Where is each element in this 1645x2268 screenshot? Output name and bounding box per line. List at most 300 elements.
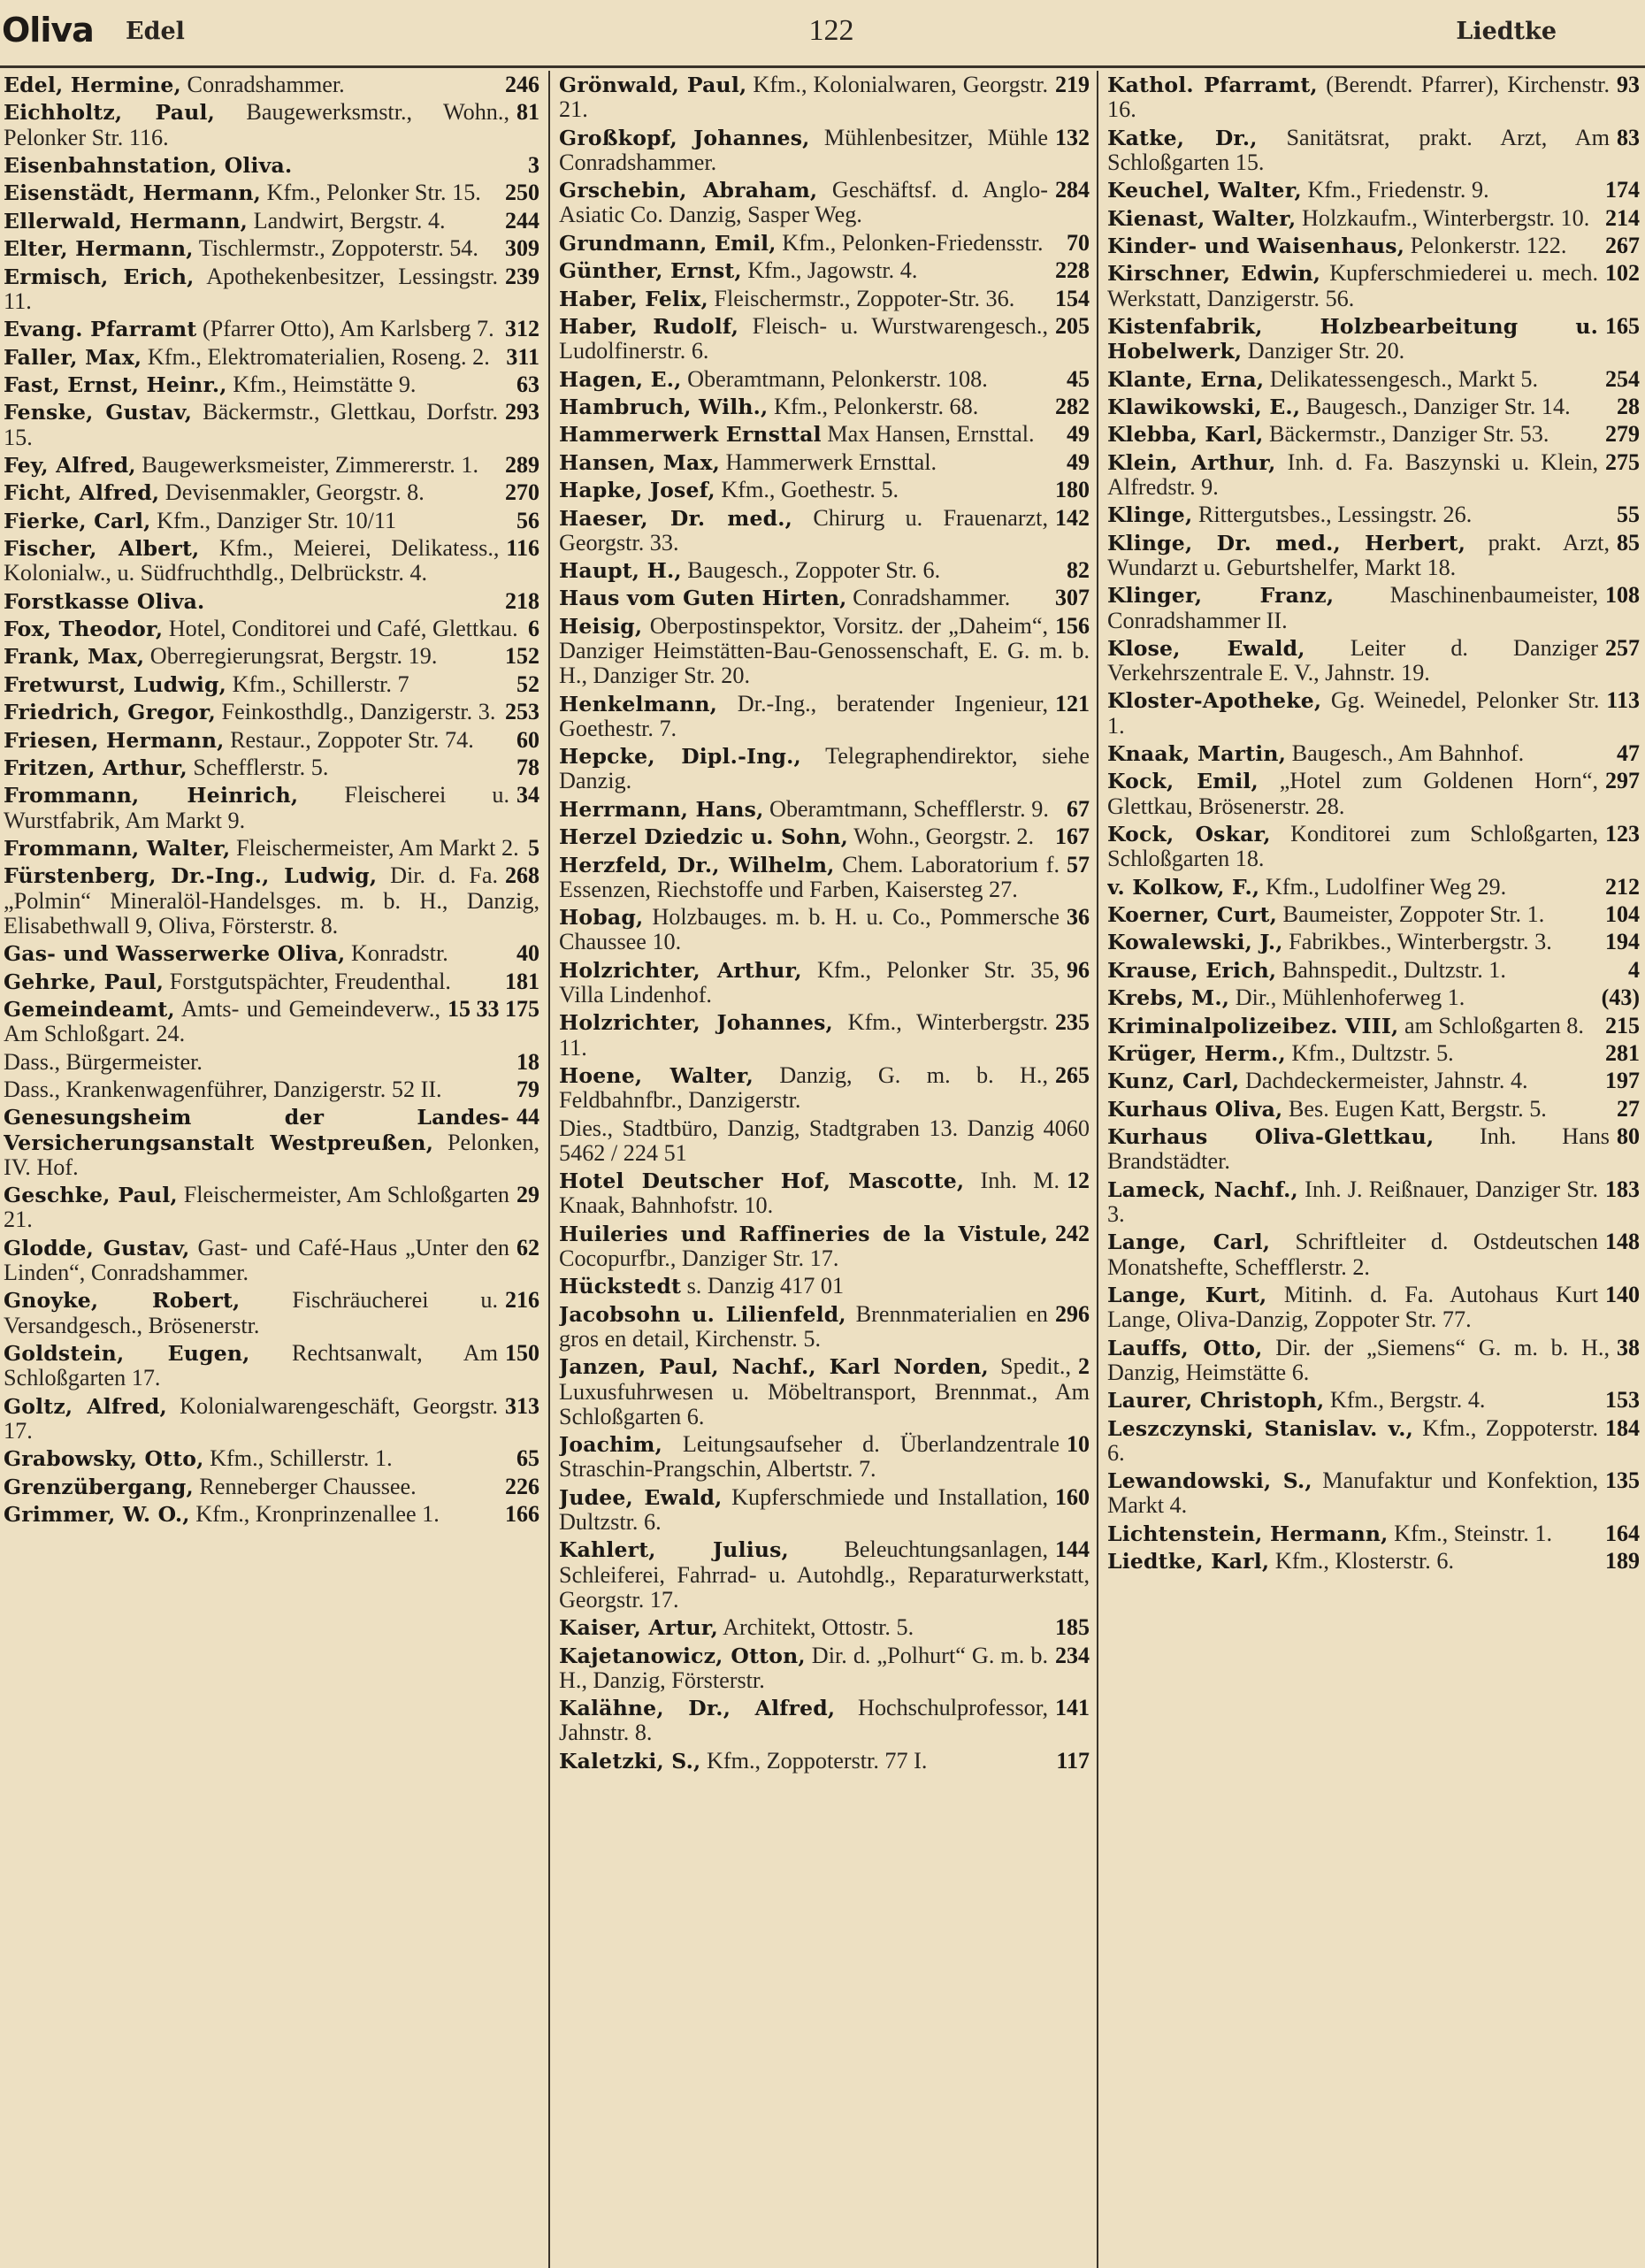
entry-name: Grundmann, Emil,	[559, 230, 777, 256]
column-2	[559, 73, 1090, 2268]
entry-name: Genesungsheim der Landes-Versicherungsanstalt Westpreußen,	[4, 1105, 509, 1155]
directory-entry	[559, 958, 1090, 1008]
directory-entry	[4, 783, 539, 832]
entry-name: Hepcke, Dipl.-Ing.,	[559, 744, 801, 770]
entry-details: Architekt, Ottostr. 5.	[723, 1614, 914, 1641]
directory-entry	[559, 178, 1090, 227]
directory-entry	[559, 1749, 1090, 1774]
directory-entry	[559, 558, 1090, 583]
entry-phone: 36	[1067, 904, 1090, 931]
entry-phone: 244	[505, 207, 539, 234]
entry-details: Baugewerksmstr., Wohn., Pelonker Str. 116.	[4, 99, 509, 150]
entry-details: Dr.-Ing., beratender Ingenieur, Goethestr. 7.	[559, 690, 1048, 741]
entry-phone: 104	[1605, 901, 1640, 928]
entry-phone: 214	[1605, 204, 1640, 231]
directory-entry	[559, 1432, 1090, 1482]
directory-entry	[1107, 1416, 1640, 1466]
entry-details: Kfm., Elektromaterialien, Roseng. 2.	[147, 343, 490, 370]
directory-entry	[4, 836, 539, 861]
entry-name: Evang. Pfarramt	[4, 317, 197, 342]
entry-details: Gg. Weinedel, Pelonker Str. 1.	[1107, 687, 1600, 739]
directory-entry	[559, 853, 1090, 902]
directory-entry	[4, 1475, 539, 1499]
entry-name: Holzrichter, Johannes,	[559, 1010, 833, 1036]
directory-entry	[4, 100, 539, 149]
entry-phone: 154	[1055, 285, 1090, 311]
directory-entry	[1107, 930, 1640, 954]
directory-entry	[1107, 822, 1640, 871]
directory-entry	[559, 506, 1090, 556]
entry-details: Dass., Krankenwagenführer, Danzigerstr. 52 II.	[4, 1076, 442, 1102]
entry-name: Hansen, Max,	[559, 449, 720, 475]
page-header	[0, 0, 1645, 69]
entry-name: Fierke, Carl,	[4, 508, 151, 533]
entry-details: Kupferschmiede und Installation, Dultzstr. 6.	[559, 1483, 1048, 1535]
entry-name: Großkopf, Johannes,	[559, 125, 810, 150]
entry-name: Eisenstädt, Hermann,	[4, 180, 262, 206]
directory-entry	[559, 1222, 1090, 1271]
entry-name: Hapke, Josef,	[559, 478, 715, 503]
entry-phone: 15 33 175	[448, 995, 539, 1022]
entry-phone: 132	[1055, 124, 1090, 150]
entry-name: Ellerwald, Hermann,	[4, 208, 249, 234]
entry-phone: 282	[1055, 393, 1090, 419]
entry-details: Brennmaterialien en gros en detail, Kirchenstr. 5.	[559, 1300, 1048, 1352]
entry-name: Keuchel, Walter,	[1107, 178, 1302, 203]
entry-details: Chirurg u. Frauenarzt, Georgstr. 33.	[559, 504, 1048, 556]
entry-details: Dir., Mühlenhoferweg 1.	[1235, 985, 1465, 1011]
entry-name: Gas- und Wasserwerke Oliva,	[4, 941, 346, 967]
entry-details: Konradstr.	[350, 940, 448, 967]
column-divider	[1097, 71, 1098, 2268]
entry-phone: 152	[505, 643, 539, 670]
entry-phone: 289	[505, 451, 539, 478]
directory-entry	[1107, 395, 1640, 419]
entry-details: Fischräucherei u. Versandgesch., Brösenerstr.	[4, 1287, 498, 1338]
entry-details: s. Danzig 417 01	[686, 1273, 845, 1299]
directory-entry	[1107, 502, 1640, 527]
directory-entry	[1107, 1097, 1640, 1122]
entry-name: Hoene, Walter,	[559, 1063, 754, 1089]
directory-entry	[559, 258, 1090, 283]
directory-entry	[1107, 1336, 1640, 1385]
entry-name: Kunz, Carl,	[1107, 1069, 1240, 1094]
entry-details: Kfm., Winterbergstr. 11.	[559, 1009, 1049, 1061]
entry-phone: 135	[1605, 1467, 1640, 1494]
entry-details: Pelonkerstr. 122.	[1410, 232, 1567, 258]
entry-details: Danziger Str. 20.	[1247, 338, 1405, 364]
entry-name: Kock, Oskar,	[1107, 822, 1271, 847]
entry-name: Herrmann, Hans,	[559, 796, 764, 822]
entry-phone: 239	[505, 263, 539, 289]
entry-phone: 254	[1605, 365, 1640, 392]
entry-phone: 165	[1605, 312, 1640, 339]
entry-details: Danzig, G. m. b. H., Feldbahnfbr., Danzigerstr.	[559, 1062, 1048, 1114]
entry-phone: 246	[505, 73, 539, 97]
directory-entry	[1107, 1388, 1640, 1413]
entry-details: Dachdeckermeister, Jahnstr. 4.	[1244, 1068, 1528, 1094]
entry-name: Henkelmann,	[559, 691, 718, 716]
entry-name: Goldstein, Eugen,	[4, 1340, 250, 1366]
entry-name: Herzel Dziedzic u. Sohn,	[559, 824, 848, 850]
entry-phone: 44	[516, 1104, 539, 1130]
entry-details: Inh. J. Reißnauer, Danziger Str. 3.	[1107, 1176, 1599, 1227]
entry-name: Huileries und Raffineries de la Vistule,	[559, 1221, 1048, 1246]
entry-phone: 28	[1617, 393, 1640, 419]
entry-phone: 189	[1605, 1548, 1640, 1575]
entry-phone: 268	[505, 862, 539, 889]
entry-details: Baugesch., Am Bahnhof.	[1291, 740, 1525, 767]
entry-details: Conradshammer.	[187, 73, 345, 97]
entry-phone: 181	[505, 968, 539, 994]
directory-entry	[559, 586, 1090, 610]
entry-phone: 38	[1617, 1334, 1640, 1360]
entry-details: Conradshammer.	[853, 585, 1011, 611]
entry-name: Kistenfabrik, Holzbearbeitung u. Hobelwerk,	[1107, 313, 1598, 364]
directory-entry	[4, 180, 539, 205]
entry-details: Inh. Hans Brandstädter.	[1107, 1123, 1610, 1175]
directory-entry	[4, 997, 539, 1046]
entry-name: Lichtenstein, Hermann,	[1107, 1521, 1389, 1546]
entry-details: Amts- und Gemeindeverw., Am Schloßgart. 24.	[4, 995, 440, 1047]
directory-entry	[4, 1341, 539, 1391]
entry-phone: 113	[1606, 687, 1640, 714]
entry-details: Kfm., Dultzstr. 5.	[1291, 1040, 1454, 1066]
entry-details: Manufaktur und Konfektion, Markt 4.	[1107, 1467, 1599, 1519]
entry-details: Schriftleiter d. Ostdeutschen Monatshefte, Schefflerstr. 2.	[1107, 1229, 1598, 1280]
entry-phone: 5	[528, 835, 539, 861]
entry-name: Jacobsohn u. Lilienfeld,	[559, 1301, 846, 1327]
entry-phone: 212	[1605, 873, 1640, 900]
entry-details: Baumeister, Zoppoter Str. 1.	[1282, 901, 1545, 928]
entry-details: Bäckermstr., Glettkau, Dorfstr. 15.	[4, 399, 499, 450]
directory-entry	[1107, 1124, 1640, 1174]
entry-name: Knaak, Martin,	[1107, 741, 1287, 767]
entry-details: Chem. Laboratorium f. Essenzen, Riechstoffe und Farben, Kaisersteg 27.	[559, 851, 1060, 902]
entry-phone: 166	[505, 1500, 539, 1527]
entry-details: Holzbauges. m. b. H. u. Co., Pommersche Chaussee 10.	[559, 904, 1060, 955]
directory-entry	[4, 236, 539, 261]
directory-entry	[1107, 1283, 1640, 1332]
entry-name: Hotel Deutscher Hof, Mascotte,	[559, 1168, 965, 1194]
entry-phone: 116	[506, 535, 539, 562]
directory-entry	[559, 450, 1090, 475]
entry-name: Hagen, E.,	[559, 366, 682, 392]
entry-details: Hochschulprofessor, Jahnstr. 8.	[559, 1695, 1048, 1746]
entry-name: Kurhaus Oliva-Glettkau,	[1107, 1124, 1435, 1150]
entry-name: Klinge, Dr. med., Herbert,	[1107, 530, 1466, 556]
entry-name: Lange, Carl,	[1107, 1230, 1271, 1255]
directory-entry	[559, 1274, 1090, 1299]
entry-phone: 312	[505, 316, 539, 342]
entry-details: Kfm., Zoppoterstr. 77 I.	[706, 1747, 928, 1774]
entry-phone: 180	[1055, 477, 1090, 503]
directory-entry	[559, 367, 1090, 392]
entry-name: Kirschner, Edwin,	[1107, 261, 1321, 287]
entry-name: Lange, Kurt,	[1107, 1282, 1267, 1307]
entry-details: Dies., Stadtbüro, Danzig, Stadtgraben 13. Danzig 4060 5462 / 224 51	[559, 1115, 1090, 1166]
entry-details: Baugesch., Danziger Str. 14.	[1305, 393, 1571, 419]
entry-phone: 45	[1067, 365, 1090, 392]
entry-details: Wohn., Georgstr. 2.	[853, 824, 1035, 850]
header-rule	[0, 65, 1645, 68]
directory-entry	[1107, 73, 1640, 122]
entry-details: Cocopurfbr., Danziger Str. 17.	[559, 1245, 839, 1271]
entry-phone: 226	[505, 1473, 539, 1499]
entry-details: Kfm., Klosterstr. 6.	[1274, 1548, 1454, 1575]
entry-details: Fleischermstr., Zoppoter-Str. 36.	[714, 285, 1015, 311]
entry-phone: 234	[1055, 1642, 1090, 1668]
entry-details: Oberregierungsrat, Bergstr. 19.	[149, 643, 438, 670]
entry-details: Restaur., Zoppoter Str. 74.	[230, 726, 474, 753]
entry-phone: 197	[1605, 1068, 1640, 1094]
column-1	[4, 73, 539, 2268]
directory-entry	[1107, 234, 1640, 258]
entry-details: Telegraphendirektor, siehe Danzig.	[559, 743, 1090, 794]
entry-details: Hotel, Conditorei und Café, Glettkau.	[168, 616, 518, 642]
directory-entry	[1107, 1014, 1640, 1038]
entry-phone: 29	[516, 1182, 539, 1208]
directory-entry	[559, 1116, 1090, 1166]
entry-name: Heisig,	[559, 613, 643, 639]
entry-phone: 148	[1605, 1229, 1640, 1255]
directory-entry	[4, 345, 539, 370]
entry-name: Lameck, Nachf.,	[1107, 1176, 1298, 1202]
entry-name: Geschke, Paul,	[4, 1183, 178, 1208]
entry-name: Hückstedt	[559, 1274, 682, 1299]
entry-name: Fox, Theodor,	[4, 617, 164, 642]
directory-entry	[4, 969, 539, 994]
entry-details: Fleischerei u. Wurstfabrik, Am Markt 9.	[4, 782, 510, 833]
entry-name: Klose, Ewald,	[1107, 635, 1305, 661]
entry-details: Oberamtmann, Schefflerstr. 9.	[769, 795, 1049, 822]
entry-phone: 194	[1605, 929, 1640, 955]
entry-details: „Hotel zum Goldenen Horn“, Glettkau, Brösenerstr. 28.	[1107, 768, 1598, 819]
directory-entry	[4, 617, 539, 641]
entry-name: Haber, Rudolf,	[559, 313, 739, 339]
directory-entry	[4, 1446, 539, 1471]
entry-details: Kfm., Friedenstr. 9.	[1307, 177, 1489, 203]
header-place: Oliva	[2, 11, 94, 50]
entry-phone: 83	[1617, 124, 1640, 150]
entry-details: Kfm., Pelonken-Friedensstr.	[782, 229, 1044, 256]
entry-name: Kriminalpolizeibez. VIII,	[1107, 1013, 1399, 1038]
entry-details: Kfm., Steinstr. 1.	[1394, 1520, 1553, 1546]
entry-phone: 307	[1055, 585, 1090, 611]
entry-details: Baugesch., Zoppoter Str. 6.	[687, 557, 941, 584]
entry-phone: 219	[1055, 73, 1090, 97]
entry-name: Goltz, Alfred,	[4, 1393, 167, 1419]
entry-details: Hammerwerk Ernsttal.	[725, 448, 937, 475]
entry-phone: 174	[1605, 177, 1640, 203]
directory-entry	[559, 73, 1090, 122]
entry-phone: 184	[1605, 1414, 1640, 1441]
entry-name: Kurhaus Oliva,	[1107, 1096, 1283, 1122]
entry-name: Klebba, Karl,	[1107, 422, 1264, 448]
entry-name: Kinder- und Waisenhaus,	[1107, 233, 1405, 258]
entry-details: Forstgutspächter, Freudenthal.	[169, 968, 451, 994]
entry-name: Klinger, Franz,	[1107, 583, 1335, 609]
directory-entry	[1107, 769, 1640, 818]
entry-details: Inh. d. Fa. Baszynski u. Klein, Alfredstr. 9.	[1107, 448, 1598, 500]
entry-name: Kloster-Apotheke,	[1107, 688, 1322, 714]
entry-details: Fleischermeister, Am Markt 2.	[235, 835, 519, 861]
entry-name: Faller, Max,	[4, 344, 142, 370]
entry-phone: 12	[1067, 1168, 1090, 1194]
entry-phone: 40	[516, 940, 539, 967]
directory-entry	[4, 209, 539, 234]
directory-entry	[559, 1168, 1090, 1218]
entry-details: Fabrikbes., Winterbergstr. 3.	[1289, 929, 1552, 955]
entry-name: Hobag,	[559, 905, 644, 931]
entry-details: Kfm., Kronprinzenallee 1.	[195, 1500, 440, 1527]
entry-details: Bahnspedit., Dultzstr. 1.	[1282, 956, 1506, 983]
entry-name: Klinge,	[1107, 502, 1193, 528]
directory-entry	[559, 1615, 1090, 1640]
entry-name: Kahlert, Julius,	[559, 1537, 789, 1563]
entry-phone: 311	[506, 343, 539, 370]
entry-name: Haupt, H.,	[559, 558, 682, 584]
entry-name: Fürstenberg, Dr.-Ing., Ludwig,	[4, 863, 378, 889]
entry-phone: 284	[1055, 177, 1090, 203]
entry-details: Delikatessengesch., Markt 5.	[1269, 365, 1539, 392]
directory-entry	[1107, 126, 1640, 175]
entry-details: Dir. d. Fa. „Polmin“ Mineralöl-Handelsges. m. b. H., Danzig, Elisabethwall 9, Oliva, Försterstr. 8.	[4, 862, 539, 939]
entry-phone: 108	[1605, 582, 1640, 609]
entry-phone: 156	[1055, 612, 1090, 639]
column-divider	[548, 71, 550, 2268]
directory-entry	[559, 231, 1090, 256]
directory-entry	[559, 1696, 1090, 1745]
entry-phone: 270	[505, 479, 539, 506]
entry-details: Dir. der „Siemens“ G. m. b. H., Danzig, Heimstätte 6.	[1107, 1334, 1610, 1385]
entry-name: Günther, Ernst,	[559, 258, 742, 284]
entry-phone: 205	[1055, 312, 1090, 339]
directory-entry	[559, 1302, 1090, 1352]
entry-phone: 183	[1605, 1176, 1640, 1202]
entry-name: Grönwald, Paul,	[559, 73, 747, 97]
entry-details: Mühlenbesitzer, Mühle Conradshammer.	[559, 124, 1049, 175]
entry-name: Lewandowski, S.,	[1107, 1468, 1312, 1494]
entry-phone: 60	[516, 726, 539, 753]
entry-details: Renneberger Chaussee.	[199, 1473, 417, 1499]
entry-phone: 2	[1078, 1353, 1090, 1380]
entry-details: Rechtsanwalt, Am Schloßgarten 17.	[4, 1339, 499, 1391]
directory-entry	[4, 1236, 539, 1285]
entry-name: Glodde, Gustav,	[4, 1235, 190, 1260]
entry-name: Krebs, M.,	[1107, 985, 1230, 1011]
entry-name: Fenske, Gustav,	[4, 400, 193, 425]
directory-entry	[1107, 1549, 1640, 1574]
entry-details: Baugewerksmeister, Zimmererstr. 1.	[142, 451, 479, 478]
entry-details: Pelonken, IV. Hof.	[4, 1129, 539, 1180]
directory-entry	[1107, 261, 1640, 310]
entry-details: Kfm., Bergstr. 4.	[1329, 1387, 1486, 1414]
entry-phone: 49	[1067, 421, 1090, 448]
directory-entry	[559, 824, 1090, 849]
directory-entry	[1107, 902, 1640, 927]
directory-entry	[1107, 1521, 1640, 1546]
entry-name: Haus vom Guten Hirten,	[559, 586, 847, 611]
entry-phone: 293	[505, 399, 539, 425]
entry-phone: 216	[505, 1287, 539, 1314]
entry-name: Friesen, Hermann,	[4, 727, 225, 753]
directory-entry	[1107, 1041, 1640, 1066]
entry-phone: 3	[528, 151, 539, 178]
directory-entry	[1107, 422, 1640, 447]
entry-phone: 275	[1605, 448, 1640, 475]
directory-entry	[1107, 583, 1640, 632]
directory-entry	[4, 509, 539, 533]
directory-entry	[4, 400, 539, 449]
entry-phone: 313	[505, 1392, 539, 1419]
entry-details: Kfm., Schillerstr. 7	[232, 670, 409, 697]
directory-entry	[1107, 688, 1640, 738]
entry-name: Liedtke, Karl,	[1107, 1549, 1270, 1575]
entry-details: Inh. M. Knaak, Bahnhofstr. 10.	[559, 1168, 1060, 1219]
entry-name: Forstkasse Oliva.	[4, 588, 205, 614]
entry-details: Feinkosthdlg., Danzigerstr. 3.	[221, 699, 496, 725]
header-first-name: Edel	[126, 18, 185, 45]
directory-entry	[1107, 1069, 1640, 1093]
entry-phone: 47	[1617, 740, 1640, 767]
entry-details: Kfm., Pelonkerstr. 68.	[773, 393, 979, 419]
directory-entry	[559, 1354, 1090, 1429]
entry-name: Grschebin, Abraham,	[559, 178, 818, 203]
directory-entry	[1107, 1230, 1640, 1279]
entry-details: Tischlermstr., Zoppoterstr. 54.	[198, 235, 478, 262]
entry-name: Fischer, Albert,	[4, 536, 200, 562]
entry-details: Gast- und Café-Haus „Unter den Linden“, Conradshammer.	[4, 1234, 509, 1285]
directory-entry	[1107, 531, 1640, 580]
directory-entry	[4, 73, 539, 97]
entry-details: prakt. Arzt, Wundarzt u. Geburtshelfer, Markt 18.	[1107, 529, 1610, 580]
entry-phone: 18	[516, 1048, 539, 1075]
entry-details: Holzkaufm., Winterbergstr. 10.	[1301, 204, 1590, 231]
entry-name: v. Kolkow, F.,	[1107, 874, 1260, 900]
entry-name: Klawikowski, E.,	[1107, 394, 1301, 419]
directory-entry	[4, 700, 539, 724]
entry-details: Oberpostinspektor, Vorsitz. der „Daheim“, Danziger Heimstätten-Bau-Genossenschaft, E. G. m. b. H., Danziger Str. 20.	[559, 612, 1090, 689]
directory-entry	[1107, 985, 1640, 1010]
directory-entry	[559, 797, 1090, 822]
directory-entry	[1107, 636, 1640, 686]
entry-details: Kfm., Meierei, Delikatess., Kolonialw., u. Südfruchthdlg., Delbrückstr. 4.	[4, 535, 500, 586]
entry-name: Klante, Erna,	[1107, 366, 1265, 392]
entry-details: Rittergutsbes., Lessingstr. 26.	[1197, 502, 1473, 528]
entry-phone: 82	[1067, 557, 1090, 584]
directory-entry	[559, 287, 1090, 311]
entry-name: Hambruch, Wilh.,	[559, 394, 769, 419]
entry-name: Edel, Hermine,	[4, 73, 181, 97]
entry-name: Kienast, Walter,	[1107, 205, 1297, 231]
entry-phone: 65	[516, 1445, 539, 1472]
entry-name: Kowalewski, J.,	[1107, 930, 1283, 955]
entry-name: Haeser, Dr. med.,	[559, 505, 793, 531]
entry-name: Frommann, Heinrich,	[4, 783, 299, 808]
entry-name: Grabowsky, Otto,	[4, 1446, 204, 1472]
entry-name: Grenzübergang,	[4, 1474, 194, 1499]
entry-phone: 85	[1617, 529, 1640, 556]
entry-details: Fleisch- u. Wurstwarengesch., Ludolfinerstr. 6.	[559, 312, 1048, 364]
directory-entry	[559, 126, 1090, 175]
entry-name: Klein, Arthur,	[1107, 449, 1276, 475]
directory-entry	[4, 728, 539, 753]
directory-entry	[559, 614, 1090, 689]
directory-entry	[4, 644, 539, 669]
entry-phone: 67	[1067, 795, 1090, 822]
entry-name: Hammerwerk Ernsttal	[559, 422, 822, 448]
